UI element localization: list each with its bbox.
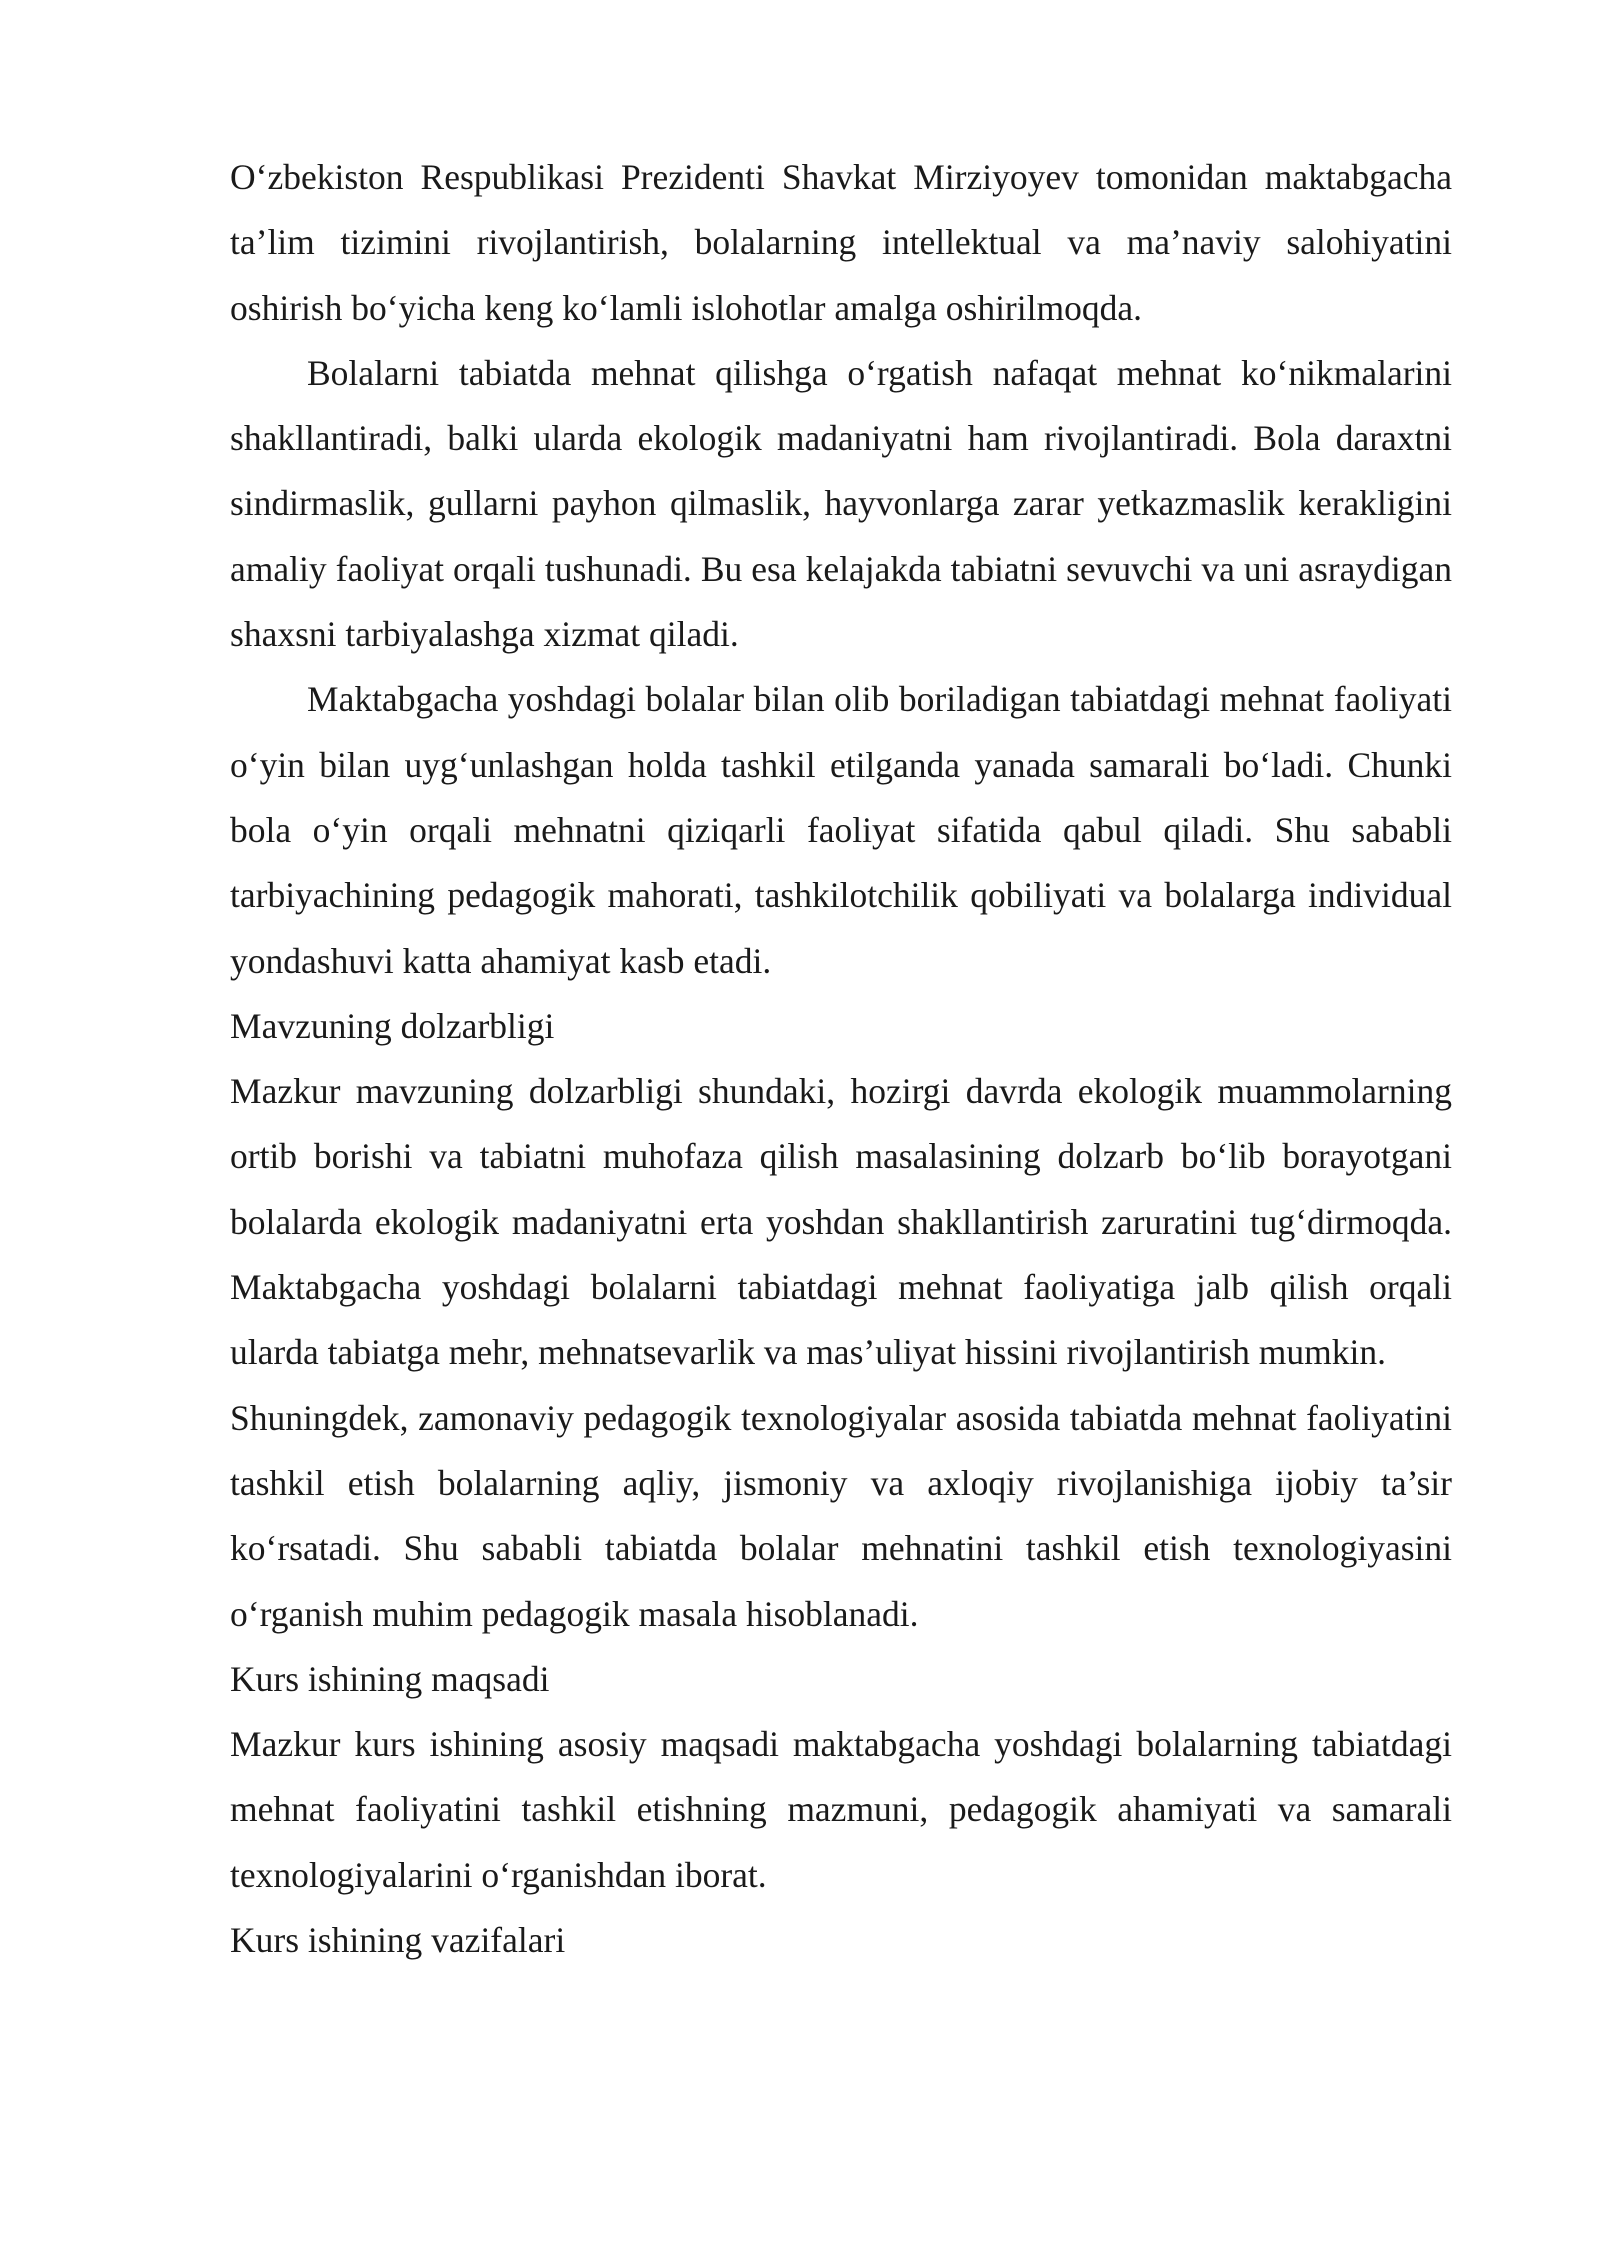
paragraph-relevance: Mazkur mavzuning dolzarbligi shundaki, hozirgi davrda ekologik muammolarning ortib borishi va tabiatni muhofaza qilish masalasining dolzarb bo‘lib borayotgani bolalarda ekologik madaniyatni erta yoshdan shakllantirish zaruratini tug‘dirmoqda. Maktabgacha yoshdagi bolalarni tabiatdagi mehnat faoliyatiga jalb qilish orqali ularda tabiatga mehr, mehnatsevarlik va mas’uliyat hissini rivojlantirish mumkin.	[230, 1071, 1452, 1373]
paragraph-technologies: Shuningdek, zamonaviy pedagogik texnologiyalar asosida tabiatda mehnat faoliyatini tashkil etish bolalarning aqliy, jismoniy va axloqiy rivojlanishiga ijobiy ta’sir ko‘rsatadi. Shu sababli tabiatda bolalar mehnatini tashkil etish texnologiyasini o‘rganish muhim pedagogik masala hisoblanadi.	[230, 1397, 1452, 1634]
paragraph-nature-labor: Bolalarni tabiatda mehnat qilishga o‘rgatish nafaqat mehnat ko‘nikmalarini shakllantiradi, balki ularda ekologik madaniyatni ham rivojlantiradi. Bola daraxtni sindirmaslik, gullarni payhon qilmaslik, hayvonlarga zarar yetkazmaslik kerakligini amaliy faoliyat orqali tushunadi. Bu esa kelajakda tabiatni sevuvchi va uni asraydigan shaxsni tarbiyalashga xizmat qiladi.	[230, 352, 1452, 655]
paragraph-reforms: O‘zbekiston Respublikasi Prezidenti Shavkat Mirziyoyev tomonidan maktabgacha ta’lim tizimini rivojlantirish, bolalarning intellektual va ma’naviy salohiyatini oshirish bo‘yicha keng ko‘lamli islohotlar amalga oshirilmoqda.	[230, 157, 1452, 328]
paragraph-goal: Mazkur kurs ishining asosiy maqsadi maktabgacha yoshdagi bolalarning tabiatdagi mehnat faoliyatini tashkil etishning mazmuni, pedagogik ahamiyati va samarali texnologiyalarini o‘rganishdan iborat.	[230, 1724, 1452, 1895]
heading-tasks: Kurs ishining vazifalari	[230, 1920, 566, 1961]
document-body	[230, 145, 1452, 1973]
heading-goal: Kurs ishining maqsadi	[230, 1658, 550, 1699]
paragraph-play-labor: Maktabgacha yoshdagi bolalar bilan olib boriladigan tabiatdagi mehnat faoliyati o‘yin bilan uyg‘unlashgan holda tashkil etilganda yanada samarali bo‘ladi. Chunki bola o‘yin orqali mehnatni qiziqarli faoliyat sifatida qabul qiladi. Shu sababli tarbiyachining pedagogik mahorati, tashkilotchilik qobiliyati va bolalarga individual yondashuvi katta ahamiyat kasb etadi.	[230, 679, 1452, 981]
heading-relevance: Mavzuning dolzarbligi	[230, 1005, 555, 1046]
